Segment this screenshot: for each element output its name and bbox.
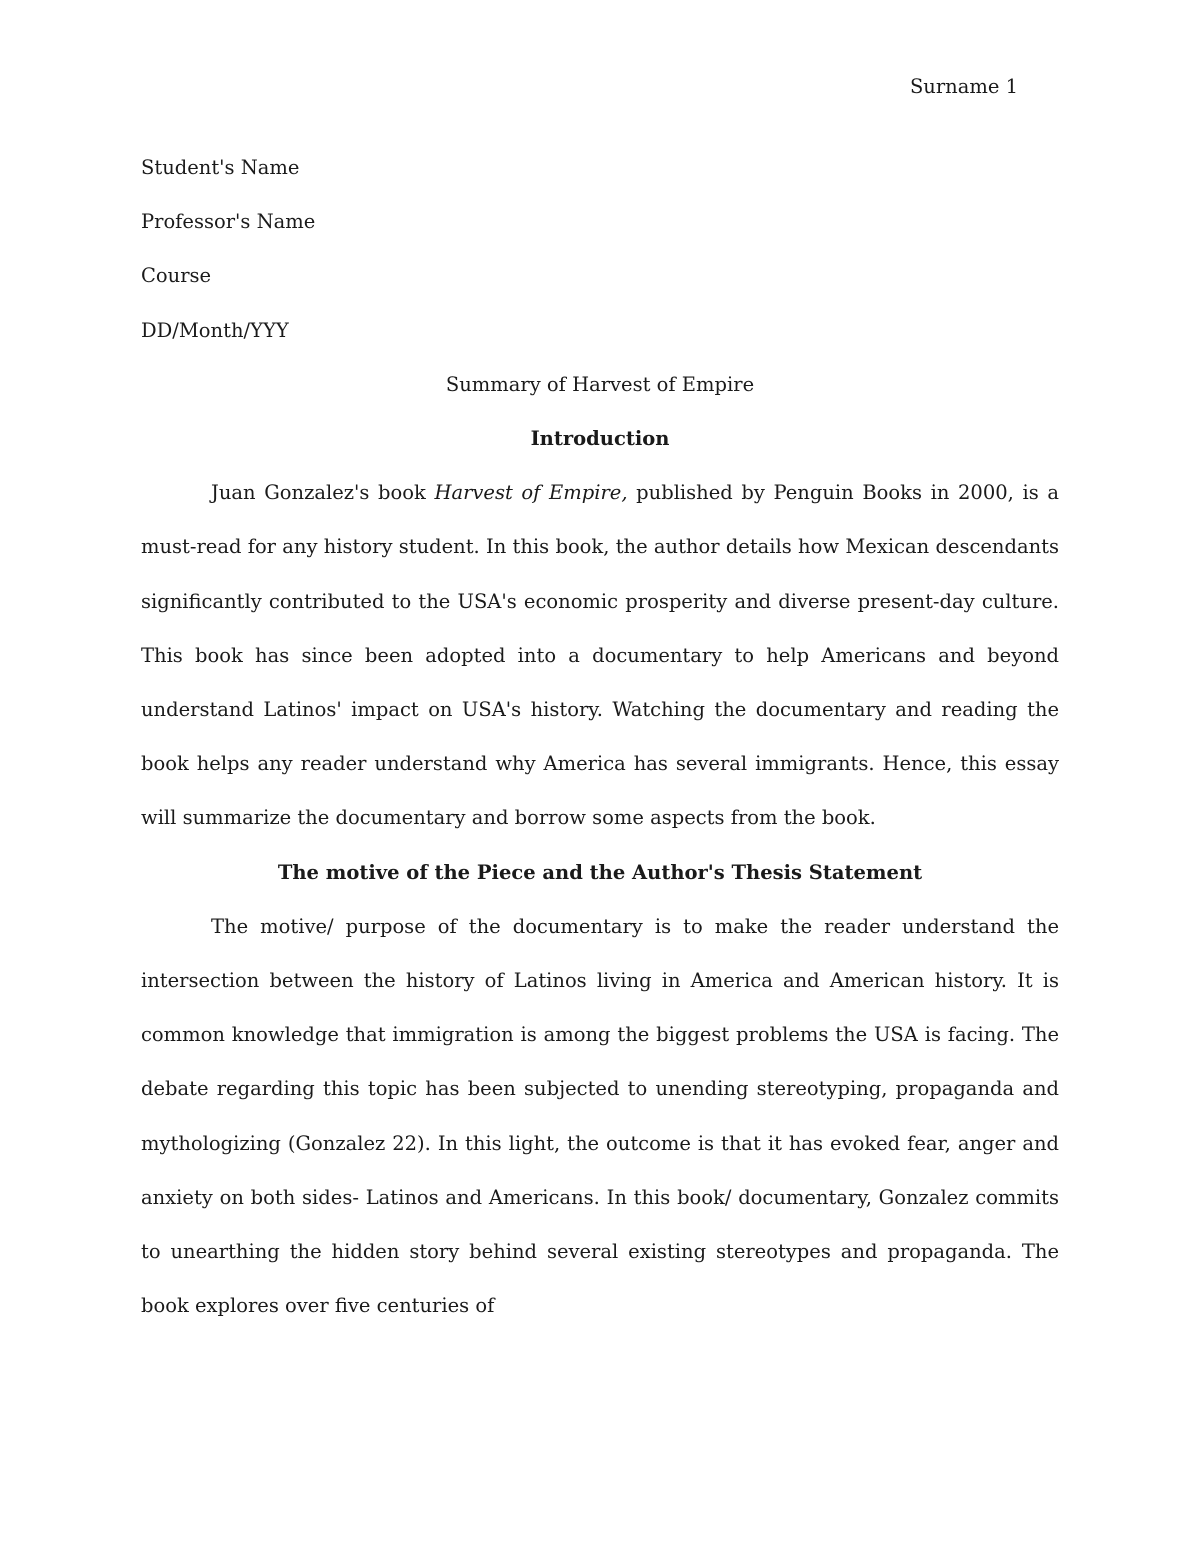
motive-paragraph: The motive/ purpose of the documentary is to make the reader understand the intersection between the history of Latinos living in America and American history. It is common knowledge that immigration is among the biggest problems the USA is facing. The debate regarding this topic has been subjected to unending stereotyping, propaganda and mythologizing (Gonzalez 22). In this light, the outcome is that it has evoked fear, anger and anxiety on both sides- Latinos and Americans. In this book/ documentary, Gonzalez commits to unearthing the hidden story behind several existing stereotypes and propaganda. The book explores over five centuries of — [141, 914, 1059, 1318]
intro-text-rest: published by Penguin Books in 2000, is a must-read for any history student. In this book, the author details how Mexican descendants significantly contributed to the USA's economic prosperity and diverse present-day culture. This book has since been adopted into a documentary to help Americans and beyond understand Latinos' impact on USA's history. Watching the documentary and reading the book helps any reader understand why America has several immigrants. Hence, this essay will summarize the documentary and borrow some aspects from the book. — [141, 481, 1059, 830]
running-head: Surname 1 — [909, 75, 1018, 98]
course-name: Course — [141, 264, 212, 288]
document-body — [141, 141, 1059, 1333]
date-line: DD/Month/YYY — [141, 318, 289, 342]
intro-text-start: Juan Gonzalez's book — [211, 481, 435, 505]
book-title-italic: Harvest of Empire, — [434, 481, 628, 505]
essay-title: Summary of Harvest of Empire — [445, 372, 755, 396]
professor-name: Professor's Name — [141, 210, 316, 234]
section-heading-introduction: Introduction — [530, 427, 670, 451]
student-name: Student's Name — [141, 156, 300, 179]
section-heading-motive: The motive of the Piece and the Author's Thesis Statement — [277, 860, 923, 884]
introduction-paragraph — [141, 466, 1059, 845]
